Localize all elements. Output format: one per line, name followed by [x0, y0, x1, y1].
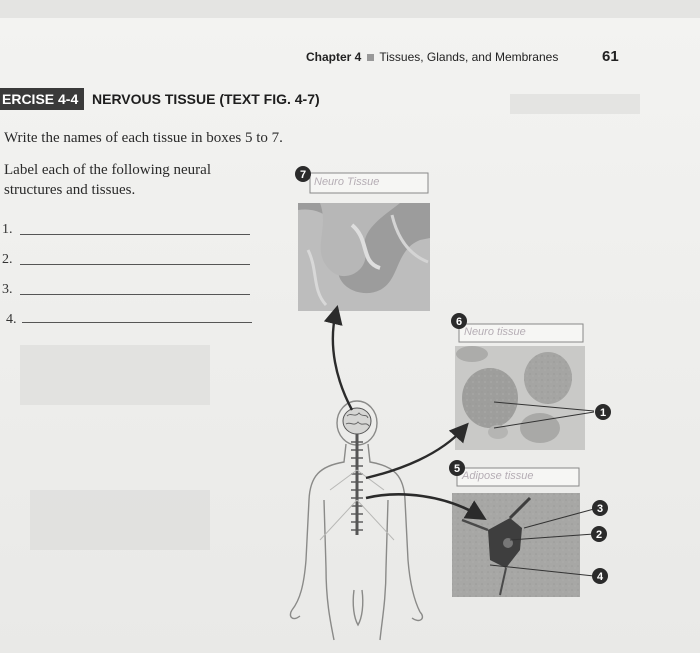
exercise-label: ERCISE 4-4 [0, 88, 84, 110]
answer-number: 3. [2, 282, 13, 297]
callout-7 [295, 166, 311, 182]
svg-text:2: 2 [595, 529, 603, 541]
svg-text:4: 4 [596, 571, 604, 583]
instruction-boxes: Write the names of each tissue in boxes 5 to 7. [4, 130, 283, 146]
brain-icon [343, 408, 371, 434]
callout-2 [591, 526, 607, 542]
neuron-micrograph [452, 493, 580, 597]
arrow-to-brain-tissue [333, 312, 352, 410]
chapter-title: Tissues, Glands, and Membranes [379, 50, 559, 64]
svg-text:3: 3 [596, 503, 604, 515]
handwritten-answer-5: Adipose tissue [462, 470, 534, 482]
answer-number: 4. [6, 312, 17, 327]
answer-number: 1. [2, 222, 13, 237]
svg-text:1: 1 [599, 407, 607, 419]
answer-number: 2. [2, 252, 13, 267]
nerve-micrograph [455, 346, 585, 450]
page-number: 61 [602, 48, 619, 65]
svg-text:6: 6 [455, 316, 463, 328]
handwritten-answer-7: Neuro Tissue [314, 176, 380, 188]
instruction-label-line1: Label each of the following neural [4, 162, 211, 178]
chapter-label: Chapter 4 [306, 50, 362, 64]
exercise-title: NERVOUS TISSUE (TEXT FIG. 4-7) [92, 91, 320, 107]
spinal-cord [351, 434, 363, 535]
svg-text:7: 7 [299, 169, 307, 181]
instruction-label-line2: structures and tissues. [4, 182, 136, 198]
brain-tissue-micrograph [298, 203, 430, 311]
arrow-to-nerve [366, 428, 464, 478]
svg-text:5: 5 [453, 463, 461, 475]
handwritten-answer-6: Neuro tissue [464, 326, 526, 338]
callout-1 [595, 404, 611, 420]
callout-4 [592, 568, 608, 584]
callout-3 [592, 500, 608, 516]
